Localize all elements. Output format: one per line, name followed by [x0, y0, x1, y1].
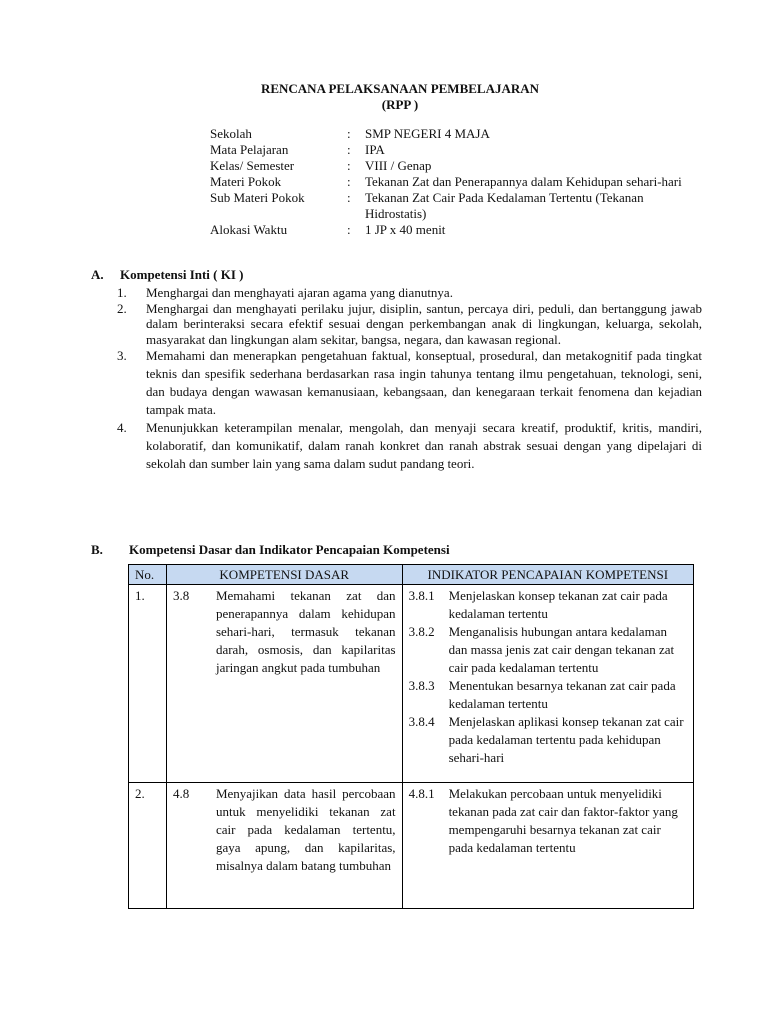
- info-label: Mata Pelajaran: [210, 142, 289, 157]
- row-number: 2.: [129, 783, 167, 909]
- indicator-code: 3.8.1: [408, 588, 435, 603]
- kd-text: Memahami tekanan zat dan penerapannya dalam kehidupan sehari-hari, termasuk tekanan darah, osmosis, dan kapilaritas jaringan angkut pada tumbuhan: [215, 588, 396, 675]
- ki-item-number: 4.: [117, 420, 127, 435]
- info-label: Kelas/ Semester: [210, 158, 295, 173]
- indicator-code: 3.8.2: [408, 624, 435, 639]
- ki-item: [117, 285, 702, 301]
- row-number: 1.: [129, 585, 167, 783]
- indicator-text: Menjelaskan aplikasi konsep tekanan zat cair pada kedalaman tertentu pada kehidupan sehari-hari: [448, 714, 684, 765]
- info-row-alokasi: [210, 222, 710, 238]
- info-value: SMP NEGERI 4 MAJA: [365, 126, 490, 141]
- indicator-item: [409, 587, 687, 623]
- info-separator: :: [347, 222, 351, 237]
- indicator-cell: [402, 585, 693, 783]
- indicator-text: Menjelaskan konsep tekanan zat cair pada kedalaman tertentu: [448, 588, 668, 621]
- info-value: Tekanan Zat dan Penerapannya dalam Kehidupan sehari-hari: [365, 174, 682, 189]
- section-b-letter: B.: [91, 542, 103, 557]
- ki-item: [117, 347, 702, 419]
- indicator-text: Melakukan percobaan untuk menyelidiki tekanan pada zat cair dan faktor-faktor yang mempengaruhi besarnya tekanan zat cair pada kedalaman tertentu: [448, 786, 678, 855]
- indicator-item: [409, 677, 687, 713]
- ki-item-number: 1.: [117, 285, 127, 300]
- indicator-item: [409, 623, 687, 677]
- info-value: IPA: [365, 142, 385, 157]
- kd-cell: [166, 585, 402, 783]
- kd-code: 4.8: [172, 786, 190, 801]
- info-separator: :: [347, 142, 351, 157]
- info-separator: :: [347, 158, 351, 173]
- info-separator: :: [347, 190, 351, 205]
- info-row-sekolah: [210, 126, 710, 142]
- info-row-materi: [210, 174, 710, 190]
- ki-item-number: 3.: [117, 348, 127, 363]
- indicator-item: [409, 785, 687, 857]
- info-block: [210, 126, 710, 238]
- info-label: Materi Pokok: [210, 174, 282, 189]
- document-subtitle: (RPP ): [381, 97, 419, 112]
- info-label: Alokasi Waktu: [210, 222, 288, 237]
- section-a-letter: A.: [91, 267, 104, 282]
- header-kompetensi-dasar: KOMPETENSI DASAR: [166, 565, 402, 585]
- header-no: No.: [129, 565, 167, 585]
- ki-item-text: Menghargai dan menghayati ajaran agama yang dianutnya.: [146, 285, 453, 300]
- kd-table-header: [129, 565, 694, 585]
- info-label: Sub Materi Pokok: [210, 190, 305, 205]
- section-a-title: Kompetensi Inti ( KI ): [120, 267, 244, 282]
- indicator-code: 3.8.4: [408, 714, 435, 729]
- indicator-item: [409, 713, 687, 767]
- table-row: [129, 585, 694, 783]
- kd-cell: [166, 783, 402, 909]
- info-value: Tekanan Zat Cair Pada Kedalaman Tertentu (Tekanan Hidrostatis): [365, 190, 644, 221]
- info-row-kelas: [210, 158, 710, 174]
- ki-item: [117, 301, 702, 348]
- table-row: [129, 783, 694, 909]
- info-separator: :: [347, 174, 351, 189]
- document-title: RENCANA PELAKSANAAN PEMBELAJARAN: [260, 81, 540, 96]
- info-row-mapel: [210, 142, 710, 158]
- header-indikator: INDIKATOR PENCAPAIAN KOMPETENSI: [402, 565, 693, 585]
- section-b-title: Kompetensi Dasar dan Indikator Pencapaian Kompetensi: [129, 542, 450, 557]
- kd-table: [128, 564, 694, 909]
- ki-item-text: Menunjukkan keterampilan menalar, mengolah, dan menyaji secara kreatif, produktif, kritis, mandiri, kolaboratif, dan komunikatif, dalam ranah konkret dan ranah abstrak sesuai dengan yang dipelajari di sekolah dan sumber lain yang sama dalam sudut pandang teori.: [146, 420, 702, 471]
- ki-item-number: 2.: [117, 300, 127, 316]
- info-row-submateri: [210, 190, 710, 222]
- ki-item: [117, 419, 702, 473]
- kd-code: 3.8: [172, 588, 190, 603]
- indicator-text: Menganalisis hubungan antara kedalaman dan massa jenis zat cair dengan tekanan zat cair pada kedalaman tertentu: [448, 624, 675, 675]
- ki-item-text: Memahami dan menerapkan pengetahuan faktual, konseptual, prosedural, dan metakognitif pada tingkat teknis dan spesifik sederhana berdasarkan rasa ingin tahunya tentang ilmu pengetahuan, teknologi, seni, dan budaya dengan wawasan kemanusiaan, kebangsaan, dan kenegaraan terkait fenomena dan kejadian tampak mata.: [146, 348, 702, 417]
- info-label: Sekolah: [210, 126, 252, 141]
- info-value: VIII / Genap: [365, 158, 432, 173]
- indicator-code: 4.8.1: [408, 786, 435, 801]
- indicator-text: Menentukan besarnya tekanan zat cair pada kedalaman tertentu: [448, 678, 676, 711]
- ki-list: [117, 285, 702, 473]
- info-separator: :: [347, 126, 351, 141]
- info-value: 1 JP x 40 menit: [365, 222, 446, 237]
- ki-item-text: Menghargai dan menghayati perilaku jujur, disiplin, santun, percaya diri, peduli, dan bertanggung jawab dalam berinteraksi secara efektif sesuai dengan perkembangan anak di lingkungan, keluarga, sekolah, masyarakat dan lingkungan alam sekitar, bangsa, negara, dan kawasan regional.: [146, 300, 702, 347]
- kd-text: Menyajikan data hasil percobaan untuk menyelidiki tekanan zat cair pada kedalaman tertentu, gaya apung, dan kapilaritas, misalnya dalam batang tumbuhan: [215, 786, 396, 873]
- indicator-code: 3.8.3: [408, 678, 435, 693]
- indicator-cell: [402, 783, 693, 909]
